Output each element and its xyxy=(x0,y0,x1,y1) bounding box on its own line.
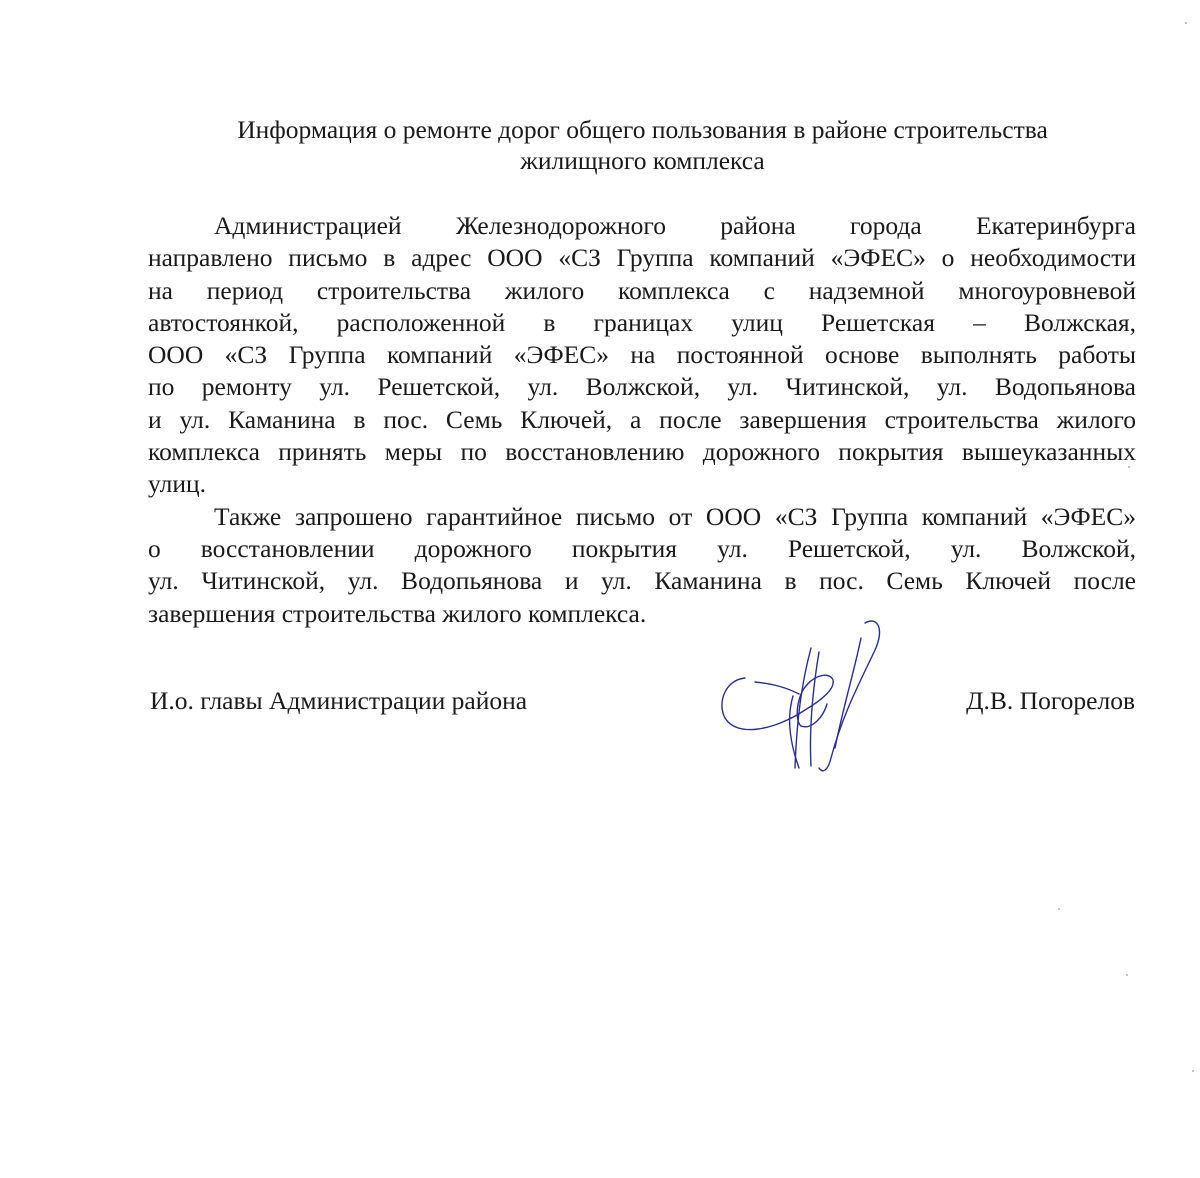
scan-speck xyxy=(1192,1070,1194,1072)
paragraph-1 xyxy=(148,210,1136,501)
handwritten-signature xyxy=(715,618,885,778)
signer-name: Д.В. Погорелов xyxy=(966,686,1135,715)
paragraph-line: комплекса принять меры по восстановлению дорожного покрытия вышеуказанных xyxy=(148,437,1136,467)
title-line-1: Информация о ремонте дорог общего пользования в районе строительства xyxy=(237,115,1048,144)
signature-stroke xyxy=(810,652,819,766)
scan-speck xyxy=(1126,974,1128,976)
paragraph-line: улиц. xyxy=(148,469,207,499)
signature-stroke xyxy=(835,638,861,748)
scan-speck xyxy=(1058,908,1060,910)
paragraph-line: Также запрошено гарантийное письмо от ООО «СЗ Группа компаний «ЭФЕС» xyxy=(214,501,1136,531)
paragraph-line: ул. Читинской, ул. Водопьянова и ул. Каманина в пос. Семь Ключей после xyxy=(148,566,1136,596)
document-body xyxy=(148,210,1136,630)
paragraph-line: Администрацией Железнодорожного района города Екатеринбурга xyxy=(214,211,1136,240)
paragraph-line: завершения строительства жилого комплекса. xyxy=(148,598,647,628)
paragraph-2 xyxy=(148,501,1136,630)
scan-speck xyxy=(1128,466,1130,468)
paragraph-line: о восстановлении дорожного покрытия ул. Решетской, ул. Волжской, xyxy=(148,533,1136,563)
signature-stroke xyxy=(801,704,827,727)
paragraph-line: на период строительства жилого комплекса с надземной многоуровневой xyxy=(148,275,1136,305)
paragraph-line: автостоянкой, расположенной в границах улиц Решетская – Волжская, xyxy=(148,307,1136,337)
document-title xyxy=(150,114,1135,176)
paragraph-line: и ул. Каманина в пос. Семь Ключей, а после завершения строительства жилого xyxy=(148,404,1136,434)
signature-row xyxy=(150,685,1135,725)
paragraph-line: направлено письмо в адрес ООО «СЗ Группа компаний «ЭФЕС» о необходимости xyxy=(148,243,1136,273)
paragraph-line: ООО «СЗ Группа компаний «ЭФЕС» на постоянной основе выполнять работы xyxy=(148,340,1136,370)
signer-position: И.о. главы Администрации района xyxy=(150,686,528,715)
paragraph-line: по ремонту ул. Решетской, ул. Волжской, ул. Читинской, ул. Водопьянова xyxy=(148,372,1136,402)
title-line-2: жилищного комплекса xyxy=(520,146,765,175)
scan-speck xyxy=(1185,22,1187,24)
signature-stroke xyxy=(819,621,880,771)
signature-stroke xyxy=(755,682,799,694)
